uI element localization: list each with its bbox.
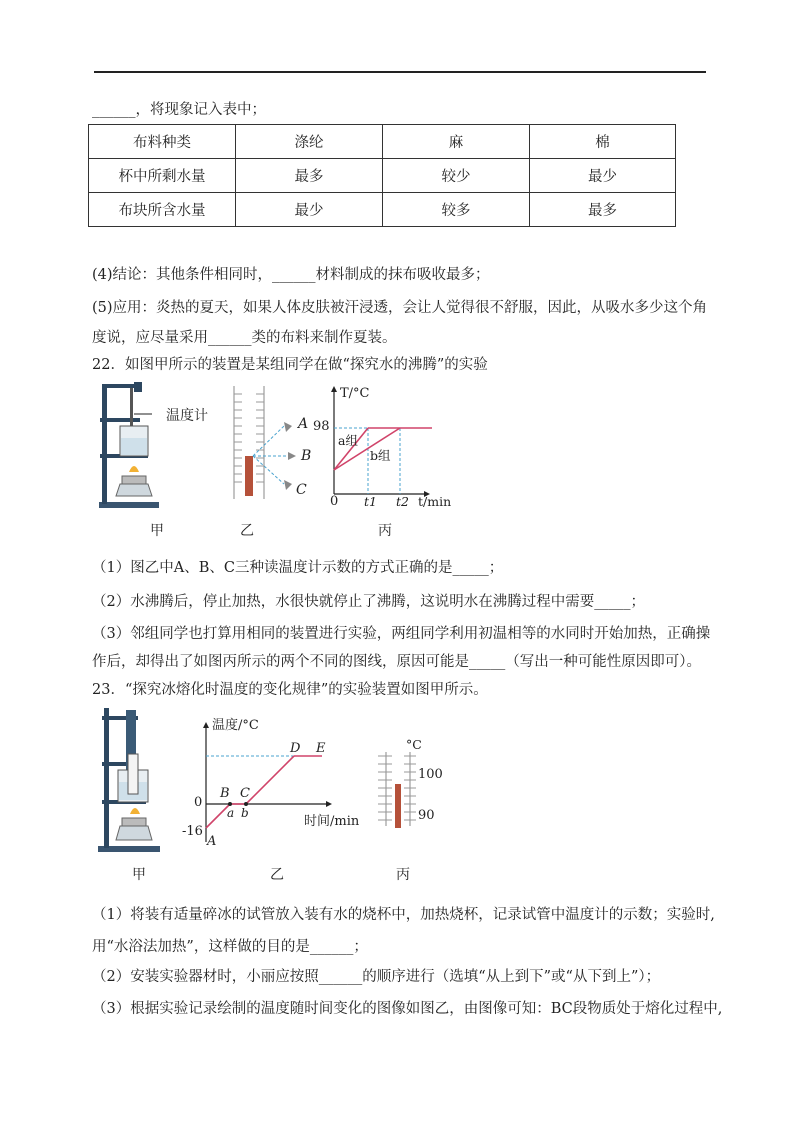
q21-application-line1: (5)应用：炎热的夏天，如果人体皮肤被汗浸透，会让人觉得很不舒服，因此，从吸水多少这个角: [92, 300, 708, 316]
view-label-c: C: [296, 482, 307, 498]
point-c-label: C: [240, 786, 250, 801]
q23-sub3: （3）根据实验记录绘制的温度随时间变化的图像如图乙，由图像可知：BC段物质处于熔化过程中,: [92, 1001, 723, 1017]
table-header: 麻: [383, 125, 530, 159]
q23-caption-jia: 甲: [132, 867, 146, 883]
point-d-label: D: [290, 741, 301, 756]
q23-sub1-line1: （1）将装有适量碎冰的试管放入装有水的烧杯中，加热烧杯，记录试管中温度计的示数；实验时,: [92, 907, 715, 923]
q23-sub2: （2）安装实验器材时，小丽应按照______的顺序进行（选填“从上到下”或“从下到上”）；: [92, 969, 661, 985]
table-row: [89, 159, 676, 193]
q22-origin-label: 0: [330, 494, 339, 509]
x-tick-t2: t2: [396, 494, 409, 509]
x-mark-b: b: [241, 806, 249, 820]
table-cell: 最少: [530, 159, 676, 193]
q22-sub3-line1: （3）邻组同学也打算用相同的装置进行实验，两组同学利用初温相等的水同时开始加热，正确操: [92, 626, 711, 642]
table-cell: 最多: [530, 193, 676, 227]
series-a-label: a组: [338, 433, 358, 448]
q23-origin-label: 0: [194, 795, 203, 810]
thermometer-tick-100: 100: [418, 767, 443, 782]
view-label-a: A: [298, 416, 309, 432]
q23-thermometer-figure: [376, 750, 416, 830]
table-cell: 较多: [383, 193, 530, 227]
blank-line: ______，将现象记入表中；: [92, 102, 266, 118]
q23-title: 23．“探究冰熔化时温度的变化规律”的实验装置如图甲所示。: [92, 682, 488, 698]
q23-sub1-line2: 用“水浴法加热”，这样做的目的是______；: [92, 939, 368, 955]
q22-sub3-line2: 作后，却得出了如图丙所示的两个不同的图线，原因可能是_____（写出一种可能性原因即可）。: [92, 654, 701, 670]
q22-caption-jia: 甲: [150, 523, 164, 539]
q21-application-line2: 度说，应尽量采用______类的布料来制作夏装。: [92, 330, 397, 346]
q22-reading-figure: [226, 384, 326, 504]
q22-y-tick-98: 98: [313, 419, 330, 434]
table-cell: 杯中所剩水量: [89, 159, 236, 193]
q23-caption-yi: 乙: [270, 867, 284, 883]
table-cell: 布块所含水量: [89, 193, 236, 227]
q22-caption-yi: 乙: [240, 523, 254, 539]
point-a-label: A: [207, 834, 217, 849]
table-cell: 较少: [383, 159, 530, 193]
q22-caption-bing: 丙: [378, 523, 392, 539]
q22-apparatus-figure: [94, 380, 214, 510]
point-b-label: B: [220, 786, 230, 801]
header-rule: [94, 71, 706, 73]
point-e-label: E: [316, 741, 326, 756]
q23-x-axis-label: 时间/min: [304, 814, 360, 829]
table-header-row: [89, 125, 676, 159]
q22-x-axis-label: t/min: [418, 494, 452, 509]
table-header: 布料种类: [89, 125, 236, 159]
x-tick-t1: t1: [364, 494, 377, 509]
q23-apparatus-figure: [96, 706, 166, 856]
table-header: 涤纶: [236, 125, 383, 159]
table-header: 棉: [530, 125, 676, 159]
view-label-b: B: [301, 448, 312, 464]
q22-sub2: （2）水沸腾后，停止加热，水很快就停止了沸腾，这说明水在沸腾过程中需要_____；: [92, 594, 645, 610]
table-cell: 最多: [236, 159, 383, 193]
fabric-table: [88, 124, 676, 227]
q23-y-tick-minus16: -16: [182, 824, 203, 839]
q22-title: 22．如图甲所示的装置是某组同学在做“探究水的沸腾”的实验: [92, 357, 488, 373]
thermometer-tick-90: 90: [418, 808, 435, 823]
thermometer-unit: °C: [406, 737, 422, 752]
q21-conclusion: (4)结论：其他条件相同时，______材料制成的抹布吸收最多；: [92, 267, 490, 283]
q22-sub1: （1）图乙中A、B、C三种读温度计示数的方式正确的是_____；: [92, 560, 504, 576]
x-mark-a: a: [227, 806, 235, 820]
q23-caption-bing: 丙: [396, 867, 410, 883]
table-cell: 最少: [236, 193, 383, 227]
q23-y-axis-label: 温度/°C: [212, 718, 259, 733]
q22-y-axis-label: T/°C: [340, 386, 370, 401]
thermometer-label: 温度计: [166, 408, 208, 424]
series-b-label: b组: [370, 448, 391, 463]
table-row: [89, 193, 676, 227]
